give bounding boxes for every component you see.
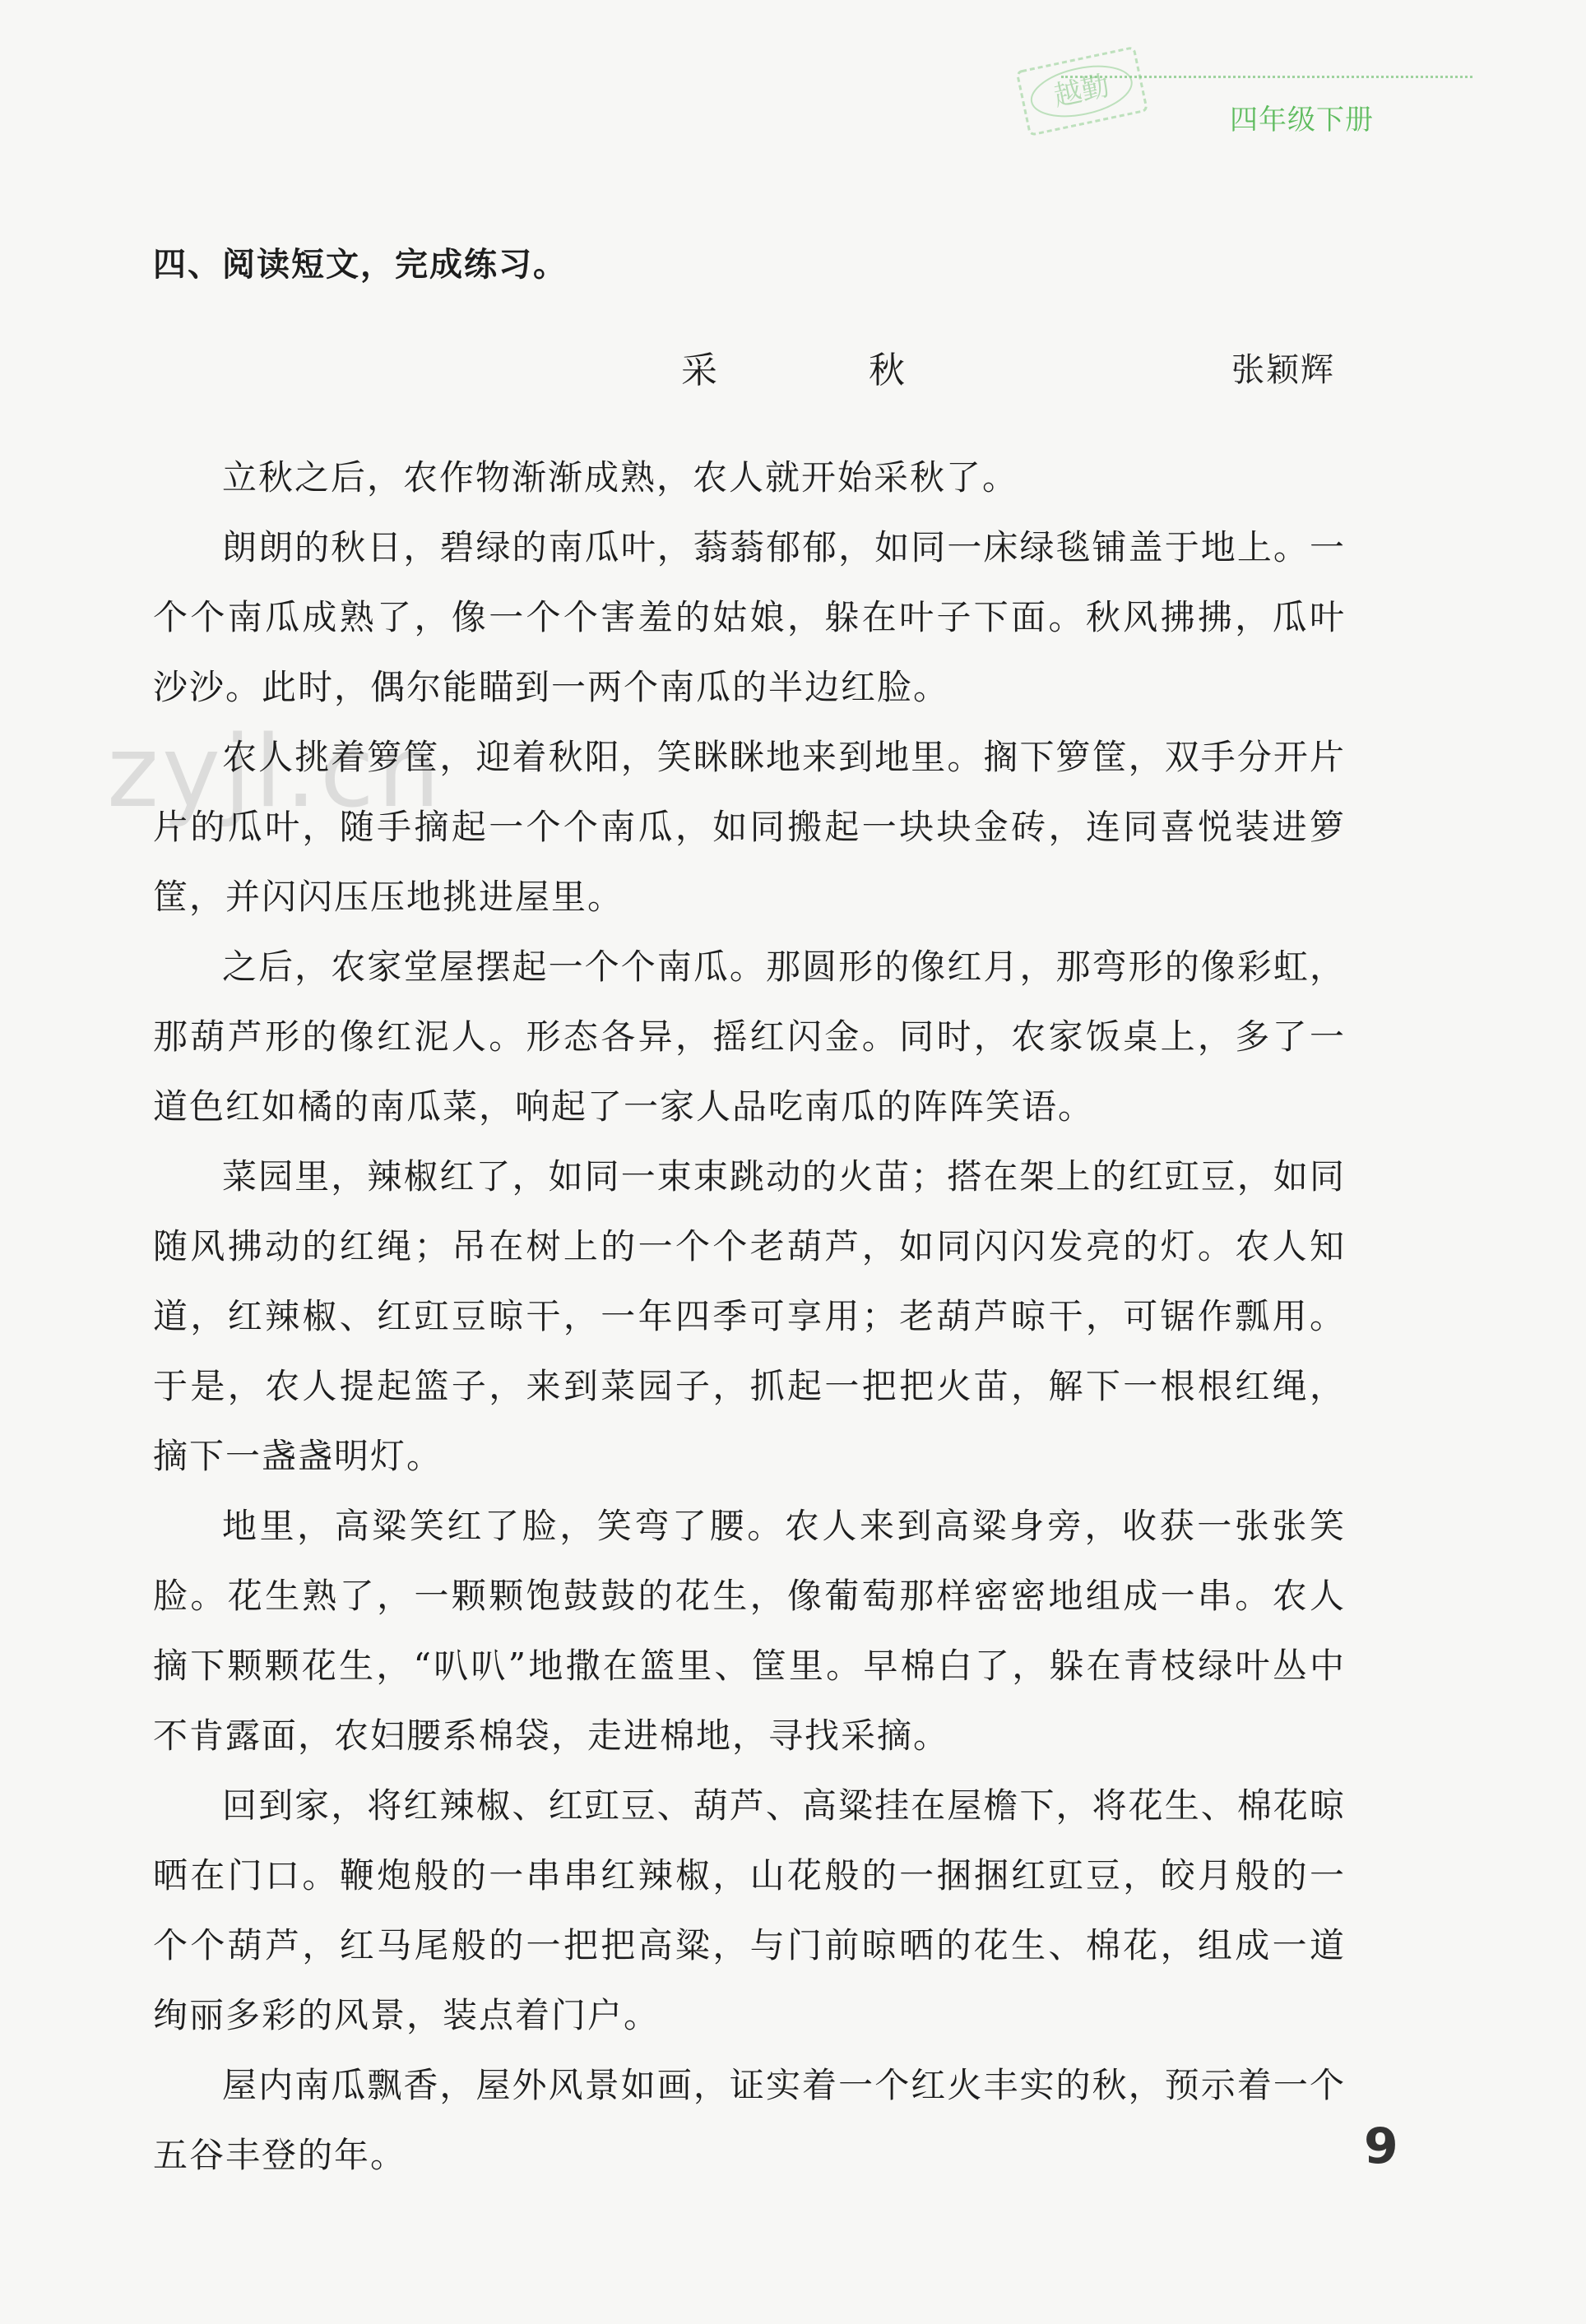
article-body — [153, 442, 1346, 2190]
stamp-text: 越勤 — [1050, 69, 1113, 113]
paragraph-7: 回到家，将红辣椒、红豇豆、葫芦、高粱挂在屋檐下，将花生、棉花晾晒在门口。鞭炮般的一串串红辣椒，山花般的一捆捆红豇豆，皎月般的一个个葫芦，红马尾般的一把把高粱，与门前晾晒的花生、棉花，组成一道绚丽多彩的风景，装点着门户。 — [153, 1785, 1346, 2035]
paragraph-8: 屋内南瓜飘香，屋外风景如画，证实着一个红火丰实的秋，预示着一个五谷丰登的年。 — [153, 2065, 1346, 2175]
paragraph-4: 之后，农家堂屋摆起一个个南瓜。那圆形的像红月，那弯形的像彩虹，那葫芦形的像红泥人。形态各异，摇红闪金。同时，农家饭桌上，多了一道色红如橘的南瓜菜，响起了一家人品吃南瓜的阵阵笑语。 — [153, 947, 1346, 1127]
article-title: 采 秋 — [681, 350, 962, 391]
paragraph-2: 朗朗的秋日，碧绿的南瓜叶，蓊蓊郁郁，如同一床绿毯铺盖于地上。一个个南瓜成熟了，像一个个害羞的姑娘，躲在叶子下面。秋风拂拂，瓜叶沙沙。此时，偶尔能瞄到一两个南瓜的半边红脸。 — [153, 527, 1346, 707]
paragraph-1: 立秋之后，农作物渐渐成熟，农人就开始采秋了。 — [222, 457, 1019, 498]
grade-label: 四年级下册 — [1230, 104, 1374, 137]
paragraph-6: 地里，高粱笑红了脸，笑弯了腰。农人来到高粱身旁，收获一张张笑脸。花生熟了，一颗颗饱鼓鼓的花生，像葡萄那样密密地组成一串。农人摘下颗颗花生，“叭叭”地撒在篮里、筐里。早棉白了，躲在青枝绿叶丛中不肯露面，农妇腰系棉袋，走进棉地，寻找采摘。 — [153, 1506, 1346, 1756]
watermark: zyjl.cn — [107, 715, 443, 830]
stamp-logo — [999, 43, 1164, 141]
article-author: 张颖辉 — [1231, 351, 1335, 389]
section-title: 四、阅读短文，完成练习。 — [153, 246, 568, 284]
paragraph-3: 农人挑着箩筐，迎着秋阳，笑眯眯地来到地里。搁下箩筐，双手分开片片的瓜叶，随手摘起一个个南瓜，如同搬起一块块金砖，连同喜悦装进箩筐，并闪闪压压地挑进屋里。 — [153, 737, 1346, 917]
page-number: 9 — [1364, 2118, 1398, 2175]
paragraph-5: 菜园里，辣椒红了，如同一束束跳动的火苗；搭在架上的红豇豆，如同随风拂动的红绳；吊在树上的一个个老葫芦，如同闪闪发亮的灯。农人知道，红辣椒、红豇豆晾干，一年四季可享用；老葫芦晾干，可锯作瓢用。于是，农人提起篮子，来到菜园子，抓起一把把火苗，解下一根根红绳，摘下一盏盏明灯。 — [153, 1156, 1346, 1476]
